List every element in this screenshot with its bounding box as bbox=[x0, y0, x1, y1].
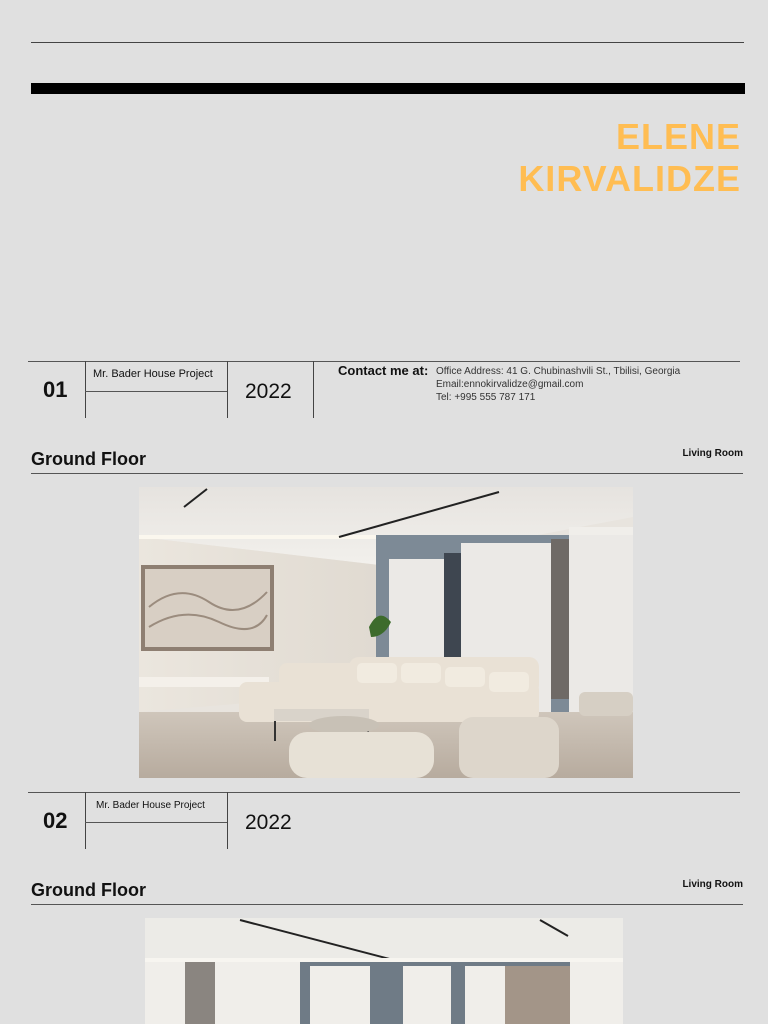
project-01-top-rule bbox=[28, 361, 740, 362]
project-02-year: 2022 bbox=[245, 811, 292, 834]
project-01-name-underline bbox=[85, 391, 227, 392]
project-01-number: 01 bbox=[43, 377, 68, 402]
project-01-name: Mr. Bader House Project bbox=[93, 368, 213, 380]
contact-email[interactable]: Email:ennokirvalidze@gmail.com bbox=[436, 379, 584, 390]
section-2-rule bbox=[31, 904, 743, 905]
project-01-year: 2022 bbox=[245, 380, 292, 403]
top-divider bbox=[31, 42, 744, 43]
section-1-rule bbox=[31, 473, 743, 474]
contact-details bbox=[436, 365, 680, 404]
header-bar bbox=[31, 83, 745, 94]
project-02-name: Mr. Bader House Project bbox=[96, 800, 205, 811]
section-1-room-label: Living Room bbox=[682, 448, 743, 459]
project-02-top-rule bbox=[28, 792, 740, 793]
living-room-render-image-2 bbox=[145, 918, 623, 1024]
project-02-divider bbox=[85, 792, 86, 849]
living-room-photo bbox=[139, 487, 633, 778]
name-first: ELENE bbox=[615, 116, 741, 157]
section-1-title: Ground Floor bbox=[31, 449, 146, 469]
contact-address: Office Address: 41 G. Chubinashvili St., Tbilisi, Georgia bbox=[436, 366, 681, 377]
project-01-divider bbox=[227, 361, 228, 418]
contact-label: Contact me at: bbox=[338, 363, 429, 378]
project-01-divider bbox=[313, 361, 314, 418]
project-02-divider bbox=[227, 792, 228, 849]
project-02-number: 02 bbox=[43, 808, 68, 833]
designer-name bbox=[518, 116, 741, 200]
project-01-divider bbox=[85, 361, 86, 418]
living-room-render-image bbox=[139, 487, 633, 778]
living-room-photo-2 bbox=[145, 918, 623, 1024]
name-last: KIRVALIDZE bbox=[518, 158, 741, 199]
project-02-name-underline bbox=[85, 822, 227, 823]
contact-phone[interactable]: Tel: +995 555 787 171 bbox=[436, 392, 536, 403]
section-2-room-label: Living Room bbox=[682, 879, 743, 890]
section-2-title: Ground Floor bbox=[31, 880, 146, 900]
